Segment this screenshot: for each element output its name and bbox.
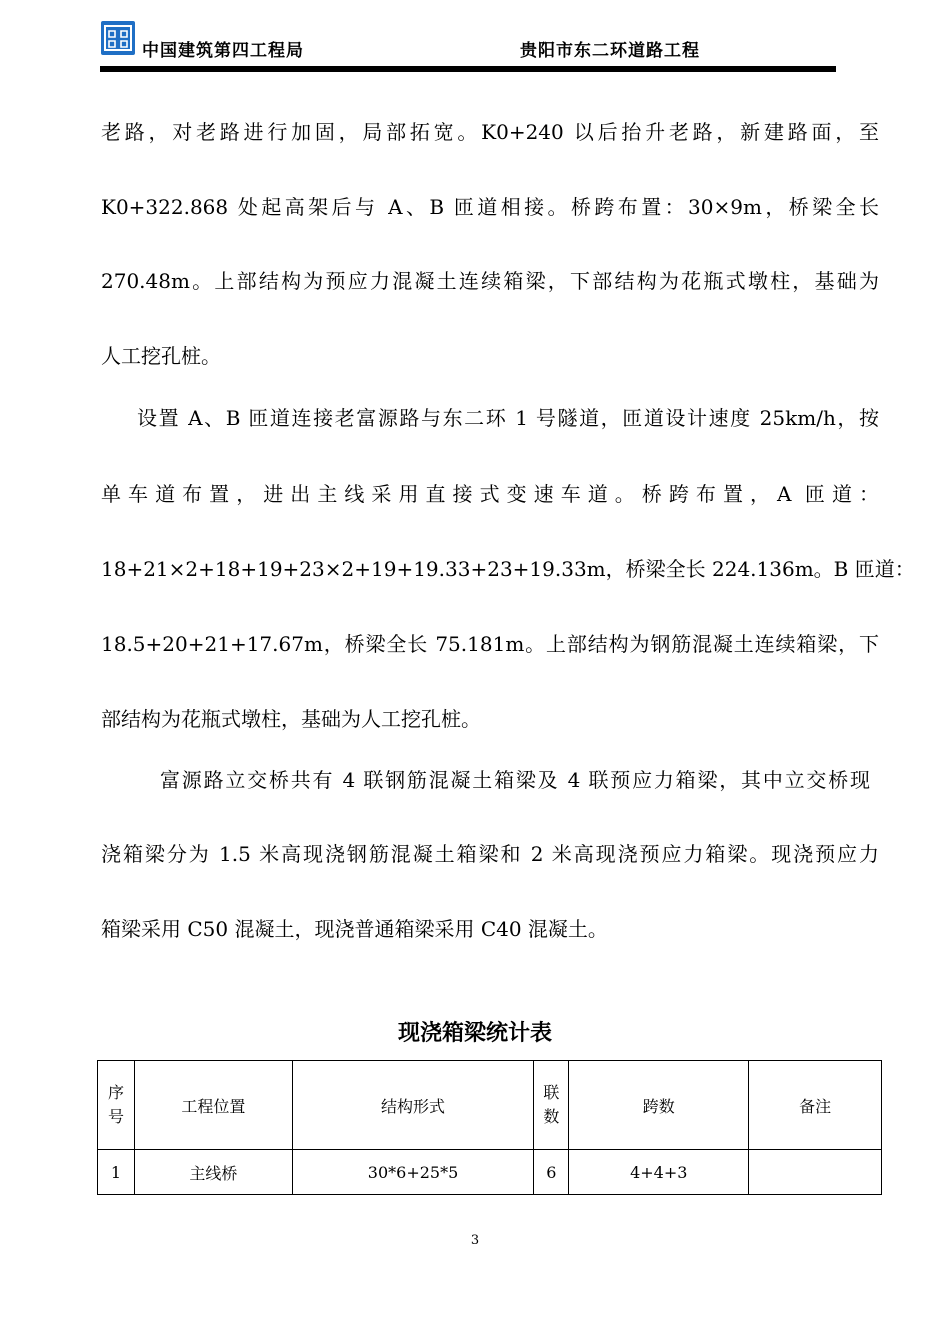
table-cell: 6 — [534, 1150, 569, 1195]
table-row — [98, 1150, 882, 1195]
table-header-cell: 备注 — [749, 1061, 882, 1150]
table-cell: 4+4+3 — [569, 1150, 749, 1195]
body-line: 人工挖孔桩。 — [101, 344, 221, 368]
header-rule — [100, 66, 836, 72]
table-title: 现浇箱梁统计表 — [397, 1021, 552, 1046]
table-cell: 30*6+25*5 — [292, 1150, 534, 1195]
body-line: 富源路立交桥共有 4 联钢筋混凝土箱梁及 4 联预应力箱梁，其中立交桥现 — [160, 768, 870, 792]
table-header-cell: 联数 — [534, 1061, 569, 1150]
table-cell: 1 — [98, 1150, 135, 1195]
company-logo-icon — [101, 21, 135, 55]
body-line: K0+322.868 处起高架后与 A、B 匝道相接。桥跨布置：30×9m，桥梁全长 — [101, 195, 879, 219]
table-header-cell: 跨数 — [569, 1061, 749, 1150]
body-line: 18+21×2+18+19+23×2+19+19.33+23+19.33m，桥梁全长 224.136m。B 匝道： — [101, 557, 915, 581]
page-number: 3 — [470, 1233, 480, 1248]
body-line: 270.48m。上部结构为预应力混凝土连续箱梁，下部结构为花瓶式墩柱，基础为 — [101, 269, 879, 293]
body-line: 单车道布置，进出主线采用直接式变速车道。桥跨布置，A 匝道： — [101, 482, 879, 506]
body-line: 浇箱梁分为 1.5 米高现浇钢筋混凝土箱梁和 2 米高现浇预应力箱梁。现浇预应力 — [101, 842, 879, 866]
body-line: 箱梁采用 C50 混凝土，现浇普通箱梁采用 C40 混凝土。 — [101, 917, 608, 941]
statistics-table — [97, 1060, 882, 1195]
table-header-cell: 结构形式 — [292, 1061, 534, 1150]
table-header-cell: 工程位置 — [134, 1061, 292, 1150]
project-name: 贵阳市东二环道路工程 — [520, 41, 700, 61]
body-line: 设置 A、B 匝道连接老富源路与东二环 1 号隧道，匝道设计速度 25km/h，按 — [137, 406, 879, 430]
table-cell: 主线桥 — [134, 1150, 292, 1195]
body-line: 部结构为花瓶式墩柱，基础为人工挖孔桩。 — [101, 707, 481, 731]
table-header-cell: 序号 — [98, 1061, 135, 1150]
company-name: 中国建筑第四工程局 — [142, 41, 304, 61]
body-line: 18.5+20+21+17.67m，桥梁全长 75.181m。上部结构为钢筋混凝土连续箱梁，下 — [101, 632, 879, 656]
table-cell — [749, 1150, 882, 1195]
body-line: 老路，对老路进行加固，局部拓宽。K0+240 以后抬升老路，新建路面，至 — [101, 120, 879, 144]
table-header-row — [98, 1061, 882, 1150]
